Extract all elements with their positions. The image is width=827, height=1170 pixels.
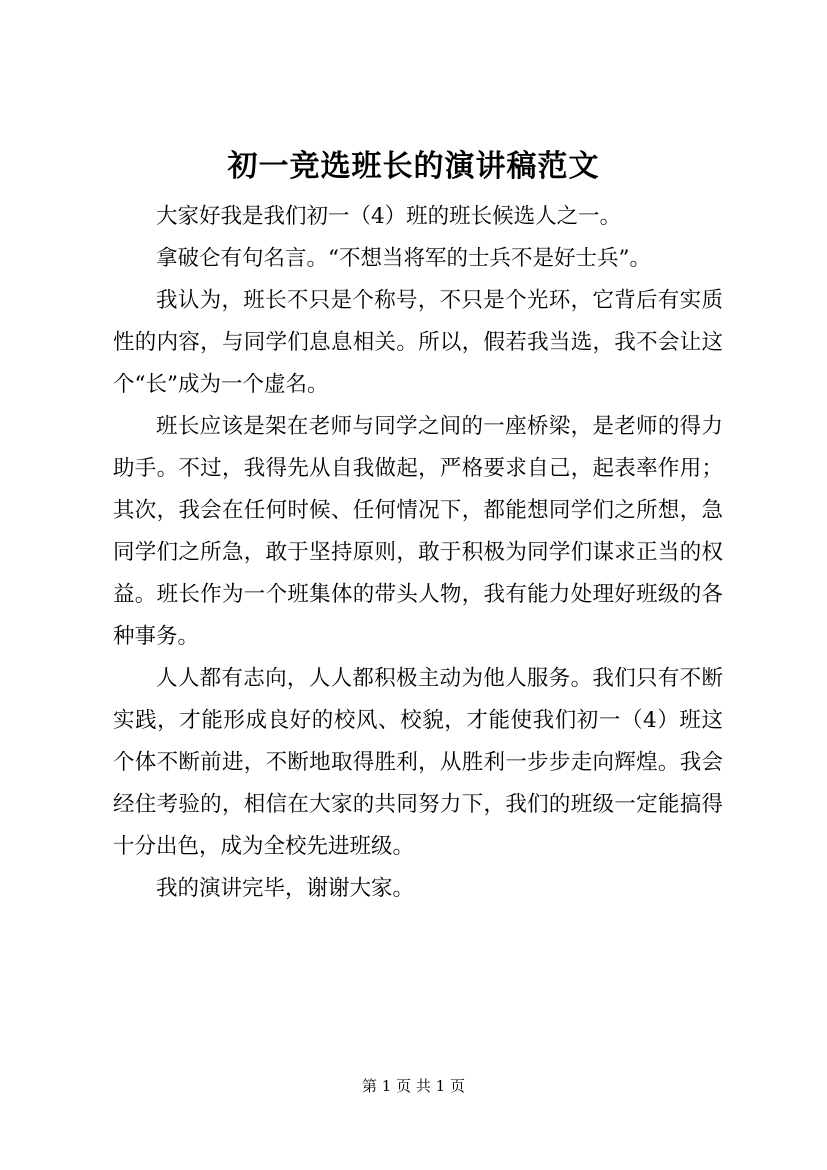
page-footer: 第 1 页 共 1 页 (362, 1077, 465, 1095)
paragraph-closing: 我的演讲完毕，谢谢大家。 (156, 876, 415, 901)
document-body (113, 196, 723, 910)
paragraph-quote: 拿破仑有句名言。“不想当将军的士兵不是好士兵”。 (156, 246, 651, 271)
document-title: 初一竞选班长的演讲稿范文 (227, 149, 600, 184)
paragraph-greeting: 大家好我是我们初一（4）班的班长候选人之一。 (156, 204, 622, 229)
paragraph-role: 班长应该是架在老师与同学之间的一座桥梁，是老师的得力助手。不过，我得先从自我做起，严格要求自己，起表率作用；其次，我会在任何时候、任何情况下，都能想同学们之所想，急同学们之所急，敢于坚持原则，敢于积极为同学们谋求正当的权益。班长作为一个班集体的带头人物，我有能力处理好班级的各种事务。 (113, 414, 723, 649)
paragraph-goal: 人人都有志向，人人都积极主动为他人服务。我们只有不断实践，才能形成良好的校风、校貌，才能使我们初一（4）班这个体不断前进，不断地取得胜利，从胜利一步步走向辉煌。我会经住考验的，相信在大家的共同努力下，我们的班级一定能搞得十分出色，成为全校先进班级。 (113, 666, 723, 859)
paragraph-view: 我认为，班长不只是个称号，不只是个光环，它背后有实质性的内容，与同学们息息相关。所以，假若我当选，我不会让这个“长”成为一个虚名。 (113, 288, 723, 397)
